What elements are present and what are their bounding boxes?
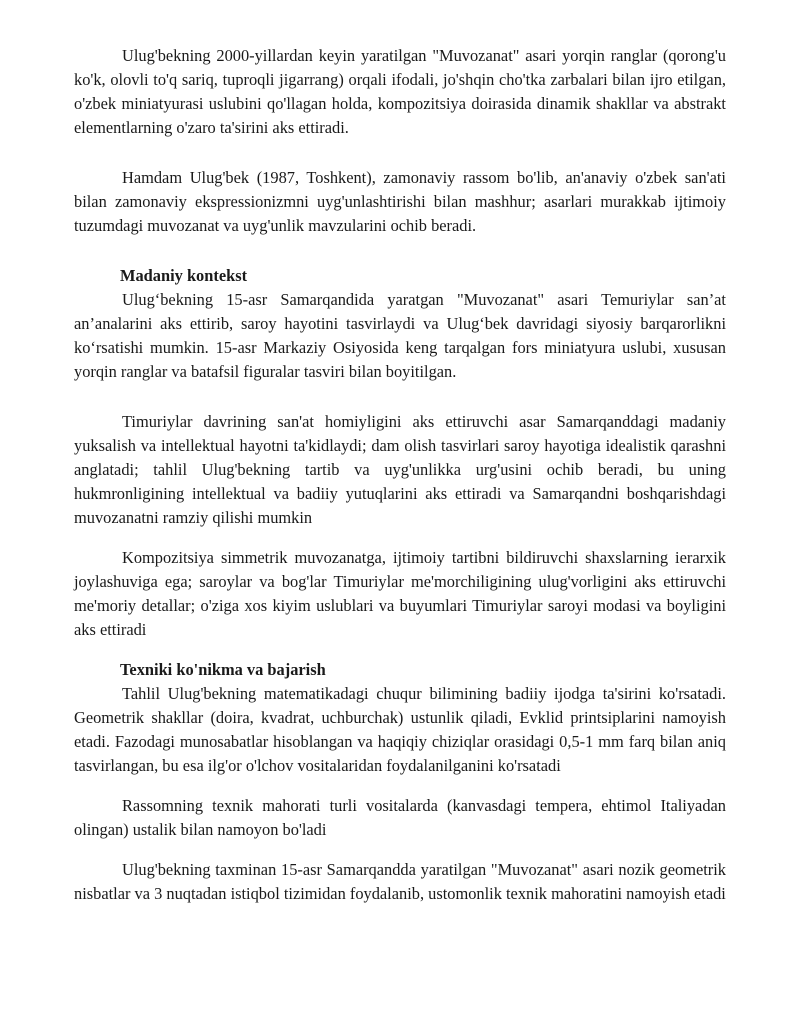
paragraph-composition: Kompozitsiya simmetrik muvozanatga, ijtimoiy tartibni bildiruvchi shaxslarning ierarxik joylashuviga ega; saroylar va bog'lar Timuriylar me'morchiligining ulug'vorligini aks ettiruvchi me'moriy detallar; o'ziga xos kiyim uslublari va buyumlari Timuriylar saroyi modasi va boyligini aks ettiradi [74,548,726,639]
paragraph-cultural-context: Ulug‘bekning 15-asr Samarqandida yaratgan "Muvozanat" asari Temuriylar san’at an’analarini aks ettirib, saroy hayotini tasvirlaydi va Ulug‘bek davridagi siyosiy barqarorlikni ko‘rsatishi mumkin. 15-asr Markaziy Osiyosida keng tarqalgan fors miniatyura uslubi, xususan yorqin ranglar va batafsil figuralar tasviri bilan boyitilgan. [74,290,726,381]
section-heading-technical-skill: Texniki ko'nikma va bajarish [120,660,326,679]
paragraph-perspective-system: Ulug'bekning taxminan 15-asr Samarqandda yaratilgan "Muvozanat" asari nozik geometrik nisbatlar va 3 nuqtadan istiqbol tizimidan foydalanib, ustomonlik texnik mahoratini namoyish etadi [74,860,726,903]
section-heading-cultural-context: Madaniy kontekst [120,266,248,285]
paragraph-muvozanat-description: Ulug'bekning 2000-yillardan keyin yaratilgan "Muvozanat" asari yorqin ranglar (qorong'u ko'k, olovli to'q sariq, tuproqli jigarrang) orqali ifodali, jo'shqin cho'tka zarbalari bilan ijro etilgan, o'zbek miniatyurasi uslubini qo'llagan holda, kompozitsiya doirasida dinamik shakllar va abstrakt elementlarning o'zaro ta'sirini aks ettiradi. [74,46,726,137]
spacer [74,384,726,410]
paragraph-artist-bio: Hamdam Ulug'bek (1987, Toshkent), zamonaviy rassom bo'lib, an'anaviy o'zbek san'ati bilan zamonaviy ekspressionizmni uyg'unlashtirishi bilan mashhur; asarlari murakkab ijtimoiy tuzumdagi muvozanat va uyg'unlik mavzularini ochib beradi. [74,168,726,235]
spacer [74,140,726,166]
spacer [74,530,726,546]
spacer [74,778,726,794]
paragraph-timurid-patronage: Timuriylar davrining san'at homiyligini aks ettiruvchi asar Samarqanddagi madaniy yuksalish va intellektual hayotni ta'kidlaydi; dam olish tasvirlari saroy hayotiga idealistik qarashni anglatadi; tahlil Ulug'bekning tartib va uyg'unlikka urg'usini ochib beradi, bu uning hukmronligining intellektual va badiiy yutuqlarini aks ettiradi va Samarqandni boshqarishdagi muvozanatni ramziy qilishi mumkin [74,412,726,527]
document-page [74,44,726,906]
spacer [74,238,726,264]
spacer [74,842,726,858]
paragraph-technical-mastery: Rassomning texnik mahorati turli vositalarda (kanvasdagi tempera, ehtimol Italiyadan olingan) ustalik bilan namoyon bo'ladi [74,796,726,839]
paragraph-geometry-analysis: Tahlil Ulug'bekning matematikadagi chuqur bilimining badiiy ijodga ta'sirini ko'rsatadi. Geometrik shakllar (doira, kvadrat, uchburchak) ustunlik qiladi, Evklid printsiplarini namoyish etadi. Fazodagi munosabatlar hisoblangan va haqiqiy chiziqlar orasidagi 0,5-1 mm farq bilan aniq tasvirlangan, bu esa ilg'or o'lchov vositalaridan foydalanilganini ko'rsatadi [74,684,726,775]
spacer [74,642,726,658]
